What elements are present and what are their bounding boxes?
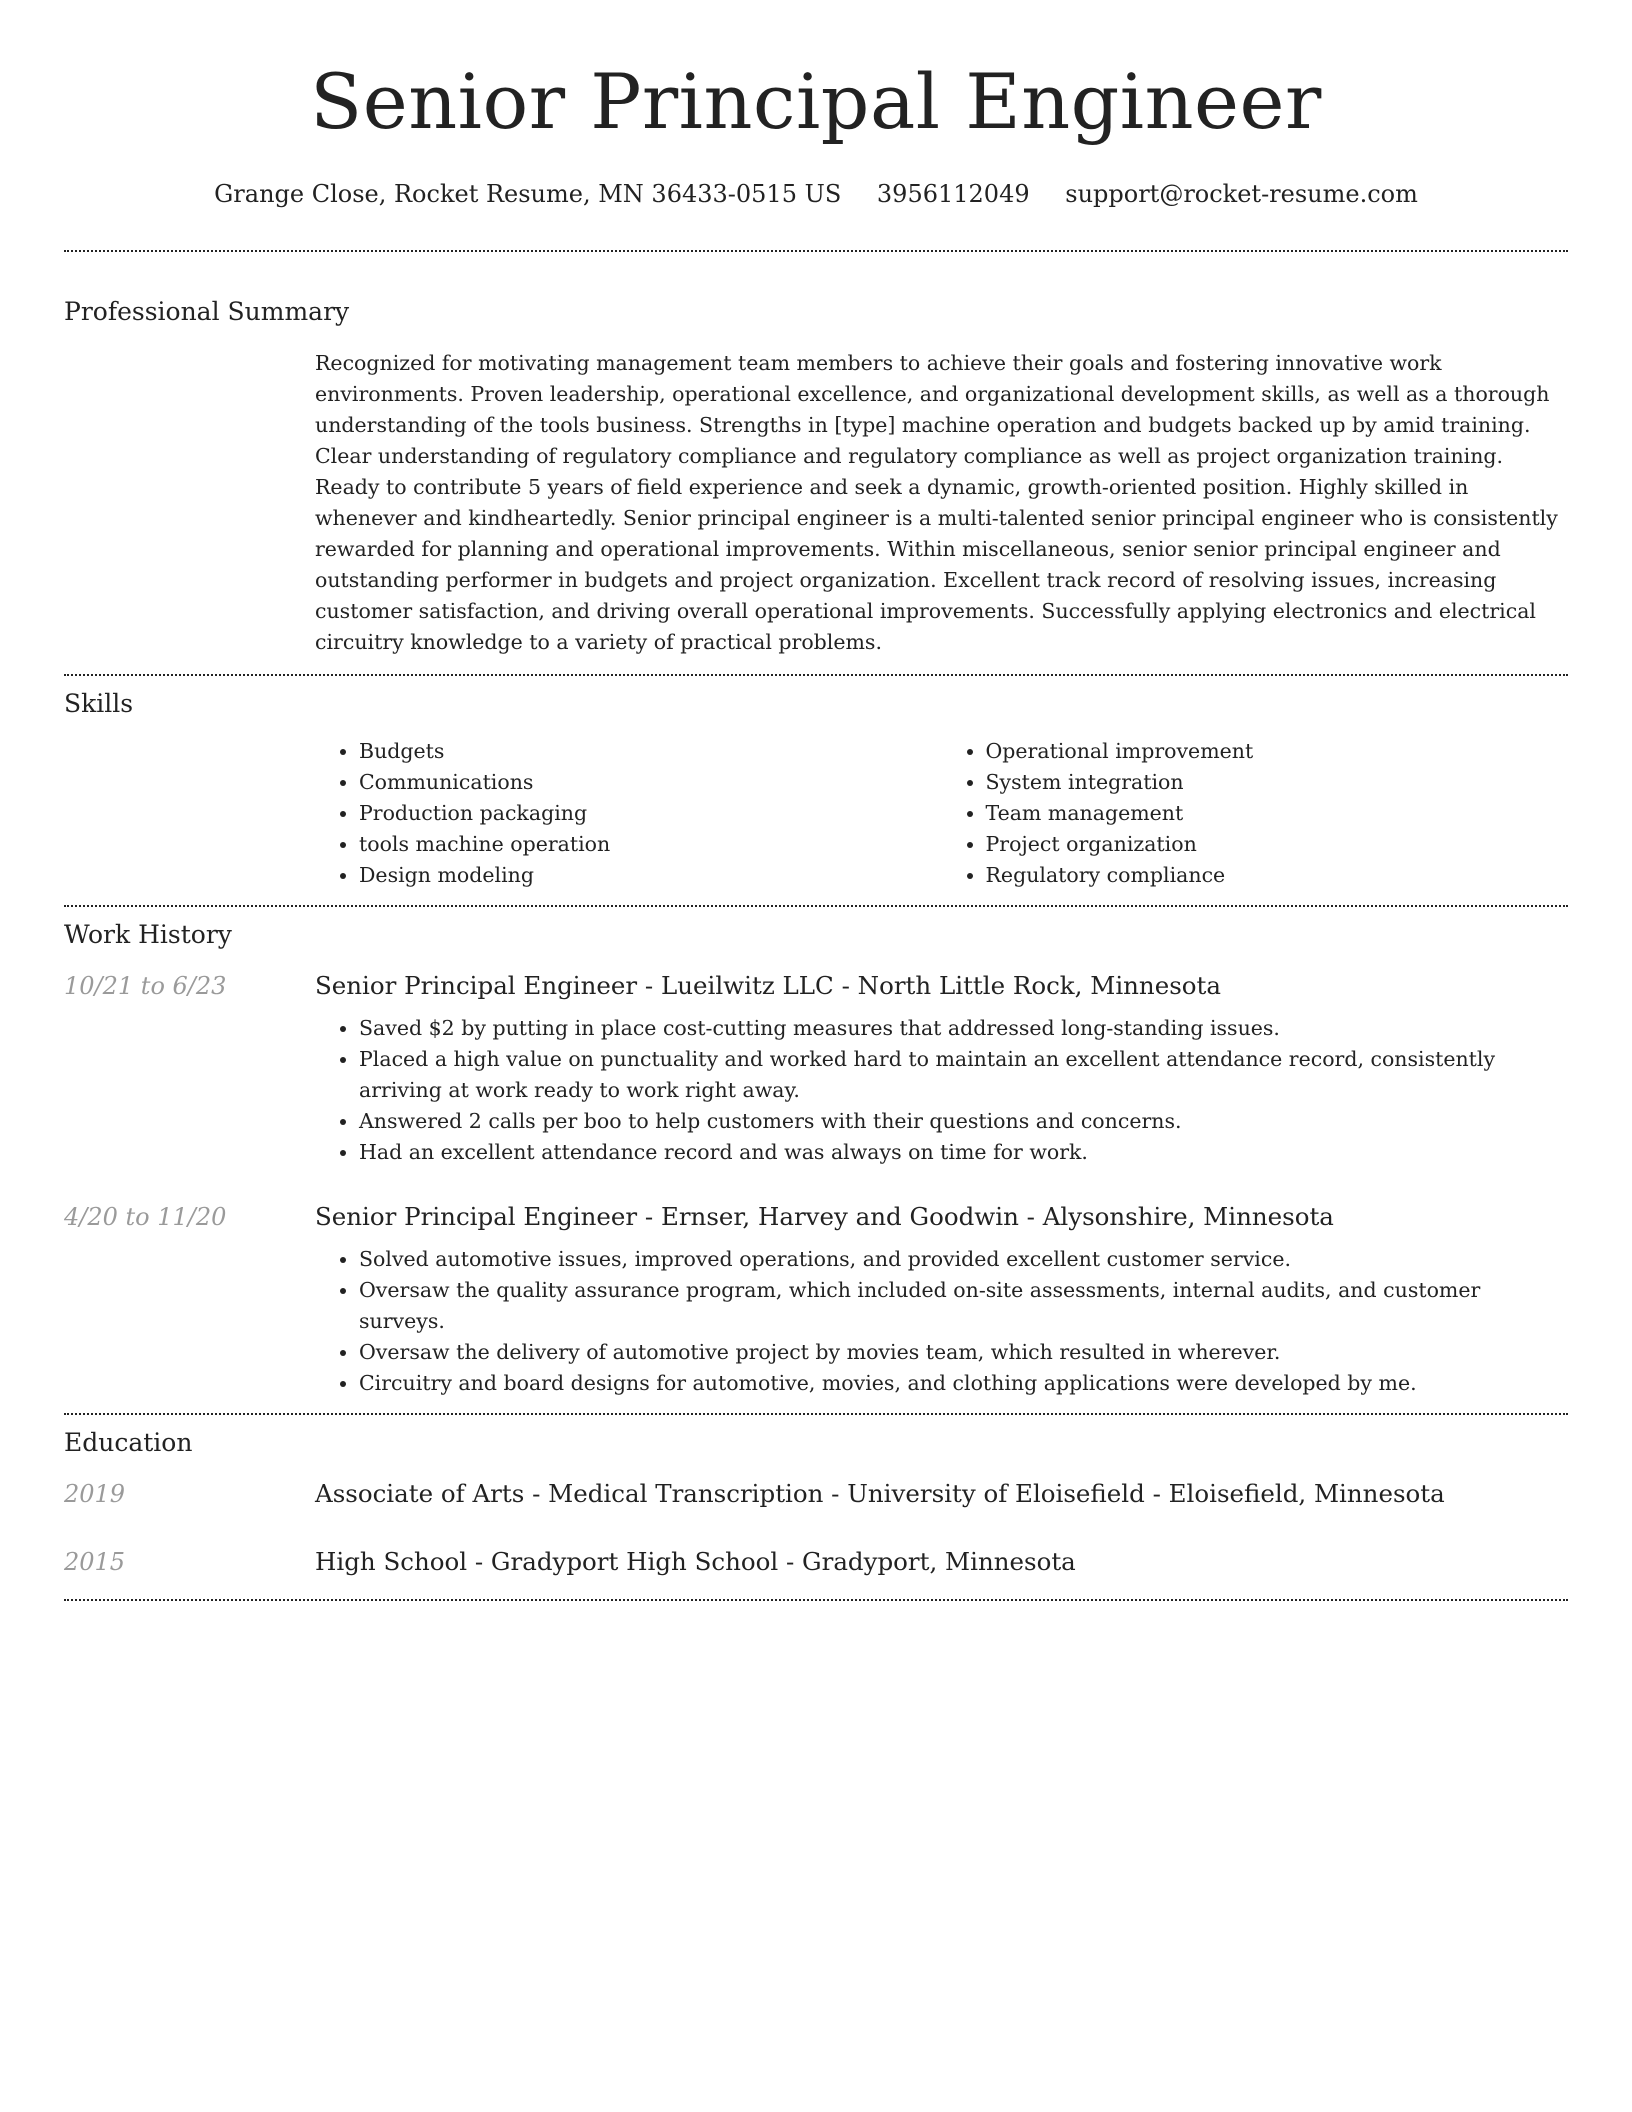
- job-bullets: [315, 1244, 1568, 1399]
- resume-name: Senior Principal Engineer: [310, 57, 1322, 146]
- section-divider: [64, 905, 1568, 907]
- skill-item: • Budgets: [359, 736, 942, 767]
- education-heading: High School - Gradyport High School - Gradyport, Minnesota: [315, 1547, 1076, 1576]
- education-title: Education: [64, 1428, 193, 1457]
- job-heading: Senior Principal Engineer - Lueilwitz LLC - North Little Rock, Minnesota: [315, 971, 1221, 1000]
- job-bullet: • Saved $2 by putting in place cost-cutting measures that addressed long-standing issues.: [359, 1013, 1568, 1044]
- section-divider: [64, 1599, 1568, 1601]
- job-date: 4/20 to 11/20: [64, 1203, 227, 1231]
- work-history-title: Work History: [64, 920, 232, 949]
- contact-address: Grange Close, Rocket Resume, MN 36433-0515 US: [214, 180, 842, 208]
- job-header-row: [64, 969, 1568, 1003]
- resume-page: [64, 0, 1568, 1601]
- job-bullet: • Circuitry and board designs for automotive, movies, and clothing applications were developed by me.: [359, 1368, 1568, 1399]
- job-entry: [64, 1200, 1568, 1399]
- contact-email: support@rocket-resume.com: [1065, 180, 1418, 208]
- skill-item: • System integration: [986, 767, 1569, 798]
- job-bullet: • Oversaw the quality assurance program, which included on-site assessments, internal audits, and customer surveys.: [359, 1275, 1568, 1337]
- skill-item: • Operational improvement: [986, 736, 1569, 767]
- education-entry: [64, 1477, 1568, 1511]
- skill-item: • Communications: [359, 767, 942, 798]
- summary-text: Recognized for motivating management team members to achieve their goals and fostering innovative work environments. Proven leadership, operational excellence, and organizational development skills, as well as a thorough understanding of the tools business. Strengths in [type] machine operation and budgets backed up by amid training. Clear understanding of regulatory compliance and regulatory compliance as well as project organization training. Ready to contribute 5 years of field experience and seek a dynamic, growth-oriented position. Highly skilled in whenever and kindheartedly. Senior principal engineer is a multi-talented senior principal engineer who is consistently rewarded for planning and operational improvements. Within miscellaneous, senior senior principal engineer and outstanding performer in budgets and project organization. Excellent track record of resolving issues, increasing customer satisfaction, and driving overall operational improvements. Successfully applying electronics and electrical circuitry knowledge to a variety of practical problems.: [315, 351, 1558, 654]
- job-bullet: • Answered 2 calls per boo to help customers with their questions and concerns.: [359, 1106, 1568, 1137]
- skills-column-left: [315, 736, 942, 891]
- job-heading: Senior Principal Engineer - Ernser, Harvey and Goodwin - Alysonshire, Minnesota: [315, 1202, 1334, 1231]
- section-divider: [64, 674, 1568, 676]
- job-bullet: • Solved automotive issues, improved operations, and provided excellent customer service.: [359, 1244, 1568, 1275]
- job-entry: [64, 969, 1568, 1168]
- job-date: 10/21 to 6/23: [64, 972, 227, 1000]
- skill-item: • Design modeling: [359, 860, 942, 891]
- education-entry: [64, 1545, 1568, 1579]
- job-bullet: • Placed a high value on punctuality and worked hard to maintain an excellent attendance record, consistently arriving at work ready to work right away.: [359, 1044, 1568, 1106]
- job-bullet: • Had an excellent attendance record and was always on time for work.: [359, 1137, 1568, 1168]
- skills-list: [315, 736, 1568, 891]
- education-year: 2015: [64, 1548, 126, 1576]
- contact-phone: 3956112049: [876, 180, 1030, 208]
- skill-item: • Team management: [986, 798, 1569, 829]
- section-divider: [64, 250, 1568, 252]
- contact-line: [64, 178, 1568, 210]
- skill-item: • tools machine operation: [359, 829, 942, 860]
- education-heading: Associate of Arts - Medical Transcription - University of Eloisefield - Eloisefield, Minnesota: [315, 1479, 1445, 1508]
- skill-item: • Project organization: [986, 829, 1569, 860]
- skill-item: • Production packaging: [359, 798, 942, 829]
- summary-title: Professional Summary: [64, 297, 350, 326]
- job-bullet: • Oversaw the delivery of automotive project by movies team, which resulted in wherever.: [359, 1337, 1568, 1368]
- skills-title: Skills: [64, 689, 134, 718]
- skill-item: • Regulatory compliance: [986, 860, 1569, 891]
- section-divider: [64, 1413, 1568, 1415]
- education-year: 2019: [64, 1480, 126, 1508]
- job-bullets: [315, 1013, 1568, 1168]
- job-header-row: [64, 1200, 1568, 1234]
- skills-column-right: [942, 736, 1569, 891]
